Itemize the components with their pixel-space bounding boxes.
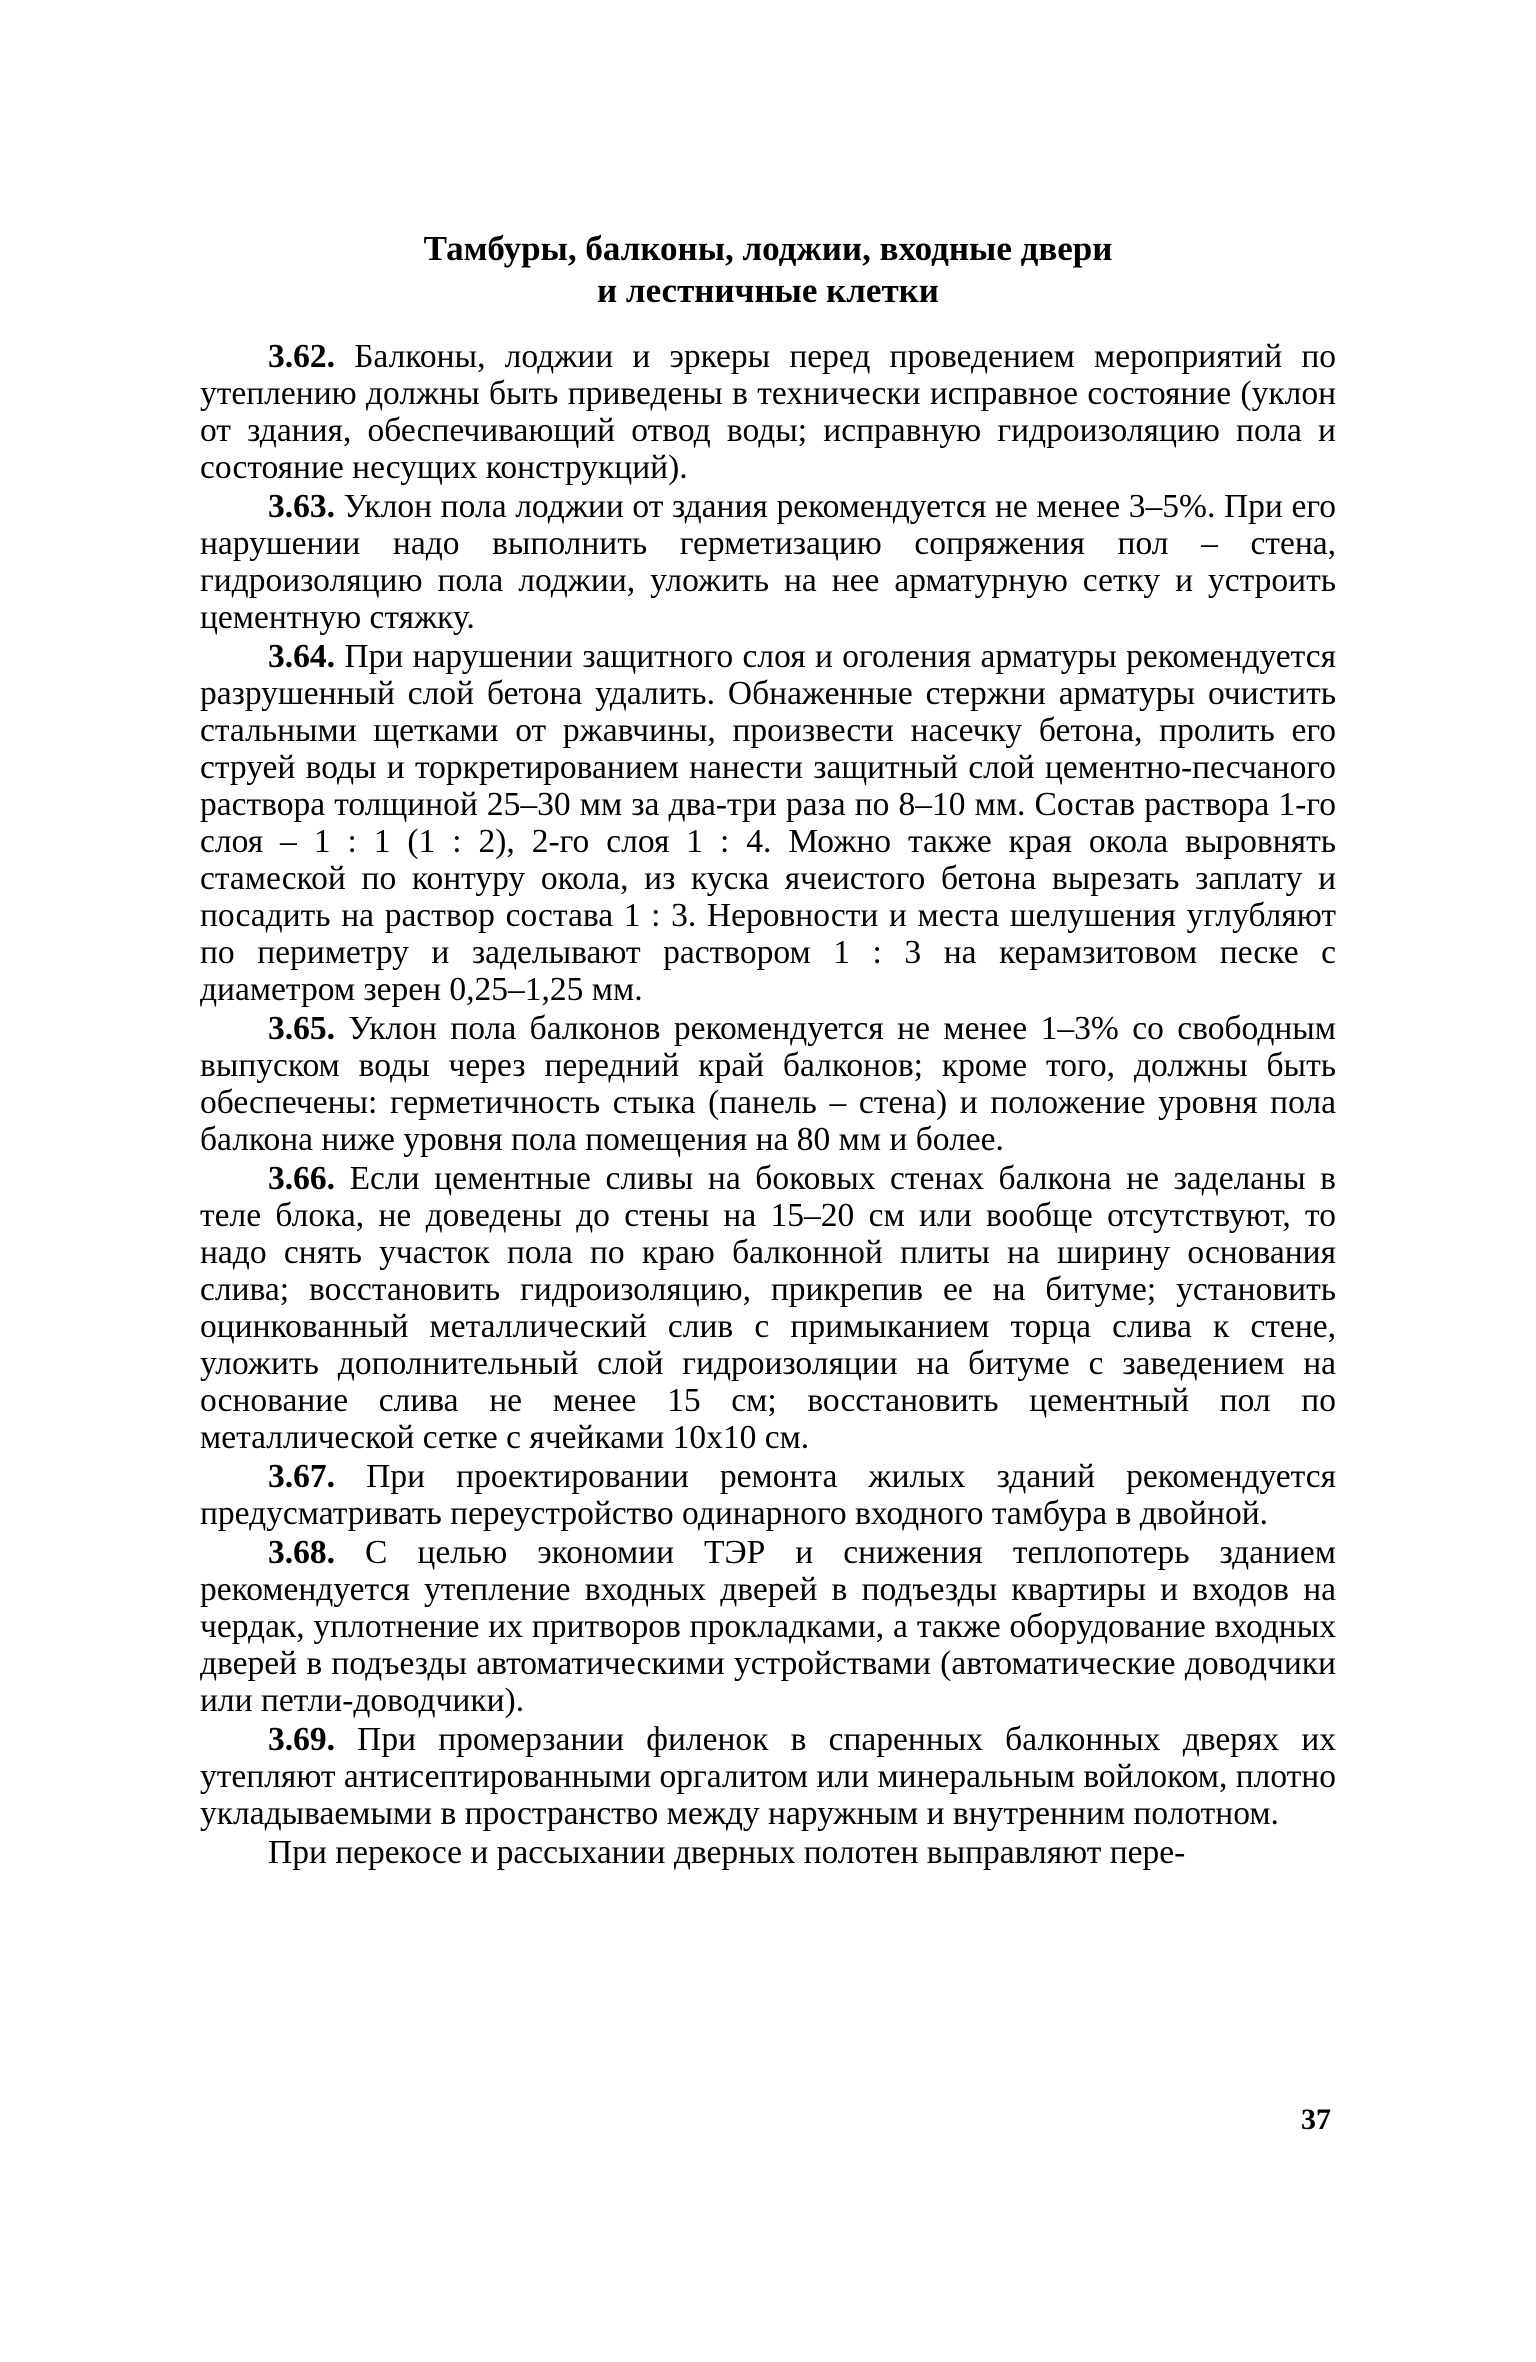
paragraph-3-64	[200, 638, 1336, 1008]
heading-line-2: и лестничные клетки	[597, 271, 939, 310]
paragraph-number: 3.69.	[268, 1721, 335, 1758]
paragraph-3-68	[200, 1534, 1336, 1719]
paragraph-3-63	[200, 488, 1336, 636]
paragraph-3-65	[200, 1010, 1336, 1158]
paragraph-number: 3.63.	[268, 488, 335, 525]
paragraph-3-66	[200, 1160, 1336, 1456]
paragraph-text: Уклон пола лоджии от здания рекомендуется не менее 3–5%. При его нарушении надо выполнить герметизацию сопряжения пол – стена, гидроизоляцию пола лоджии, уложить на нее арматурную сетку и устроить цементную стяжку.	[200, 488, 1337, 636]
paragraph-text: Если цементные сливы на боковых стенах балкона не заделаны в теле блока, не доведены до стены на 15–20 см или вообще отсутствуют, то надо снять участок пола по краю балконной плиты на ширину основания слива; восстановить гидроизоляцию, прикрепив ее на битуме; установить оцинкованный металлический слив с примыканием торца слива к стене, уложить дополнительный слой гидроизоляции на битуме с заведением на основание слива не менее 15 см; восстановить цементный пол по металлической сетке с ячейками 10х10 см.	[200, 1160, 1337, 1456]
paragraph-number: 3.67.	[268, 1458, 335, 1495]
paragraph-number: 3.65.	[268, 1010, 335, 1047]
paragraph-text: При нарушении защитного слоя и оголения арматуры рекомендуется разрушенный слой бетона удалить. Обнаженные стержни арматуры очистить стальными щетками от ржавчины, произвести насечку бетона, пролить его струей воды и торкретированием нанести защитный слой цементно-песчаного раствора толщиной 25–30 мм за два-три раза по 8–10 мм. Состав раствора 1-го слоя – 1 : 1 (1 : 2), 2-го слоя 1 : 4. Можно также края окола выровнять стамеской по контуру окола, из куска ячеистого бетона вырезать заплату и посадить на раствор состава 1 : 3. Неровности и места шелушения углубляют по периметру и заделывают раствором 1 : 3 на керамзитовом песке с диаметром зерен 0,25–1,25 мм.	[200, 638, 1337, 1008]
heading-line-1: Тамбуры, балконы, лоджии, входные двери	[423, 229, 1113, 268]
paragraph-text: При промерзании филенок в спаренных балконных дверях их утепляют антисептированными оргалитом или минеральным войлоком, плотно укладываемыми в пространство между наружным и внутренним полотном.	[200, 1721, 1336, 1832]
paragraph-text: Балконы, лоджии и эркеры перед проведением мероприятий по утеплению должны быть приведены в технически исправное состояние (уклон от здания, обеспечивающий отвод воды; исправную гидроизоляцию пола и состояние несущих конструкций).	[200, 338, 1336, 486]
paragraph-continuation	[200, 1834, 1336, 1871]
section-heading	[0, 228, 1536, 312]
body-text	[200, 338, 1336, 1873]
paragraph-text: С целью экономии ТЭР и снижения теплопотерь зданием рекомендуется утепление входных дверей в подъезды квартиры и входов на чердак, уплотнение их притворов прокладками, а также оборудование входных дверей в подъезды автоматическими устройствами (автоматические доводчики или петли-доводчики).	[200, 1534, 1336, 1719]
paragraph-text: При перекосе и рассыхании дверных полотен выправляют пере-	[268, 1834, 1186, 1871]
page-number: 37	[1301, 2103, 1331, 2136]
paragraph-number: 3.64.	[268, 638, 335, 675]
paragraph-number: 3.68.	[268, 1534, 335, 1571]
paragraph-3-69	[200, 1721, 1336, 1832]
paragraph-3-67	[200, 1458, 1336, 1532]
paragraph-number: 3.62.	[268, 338, 335, 375]
paragraph-3-62	[200, 338, 1336, 486]
paragraph-text: Уклон пола балконов рекомендуется не менее 1–3% со свободным выпуском воды через передний край балконов; кроме того, должны быть обеспечены: герметичность стыка (панель – стена) и положение уровня пола балкона ниже уровня пола помещения на 80 мм и более.	[200, 1010, 1337, 1158]
paragraph-number: 3.66.	[268, 1160, 335, 1197]
paragraph-text: При проектировании ремонта жилых зданий рекомендуется предусматривать переустройство одинарного входного тамбура в двойной.	[200, 1458, 1336, 1532]
